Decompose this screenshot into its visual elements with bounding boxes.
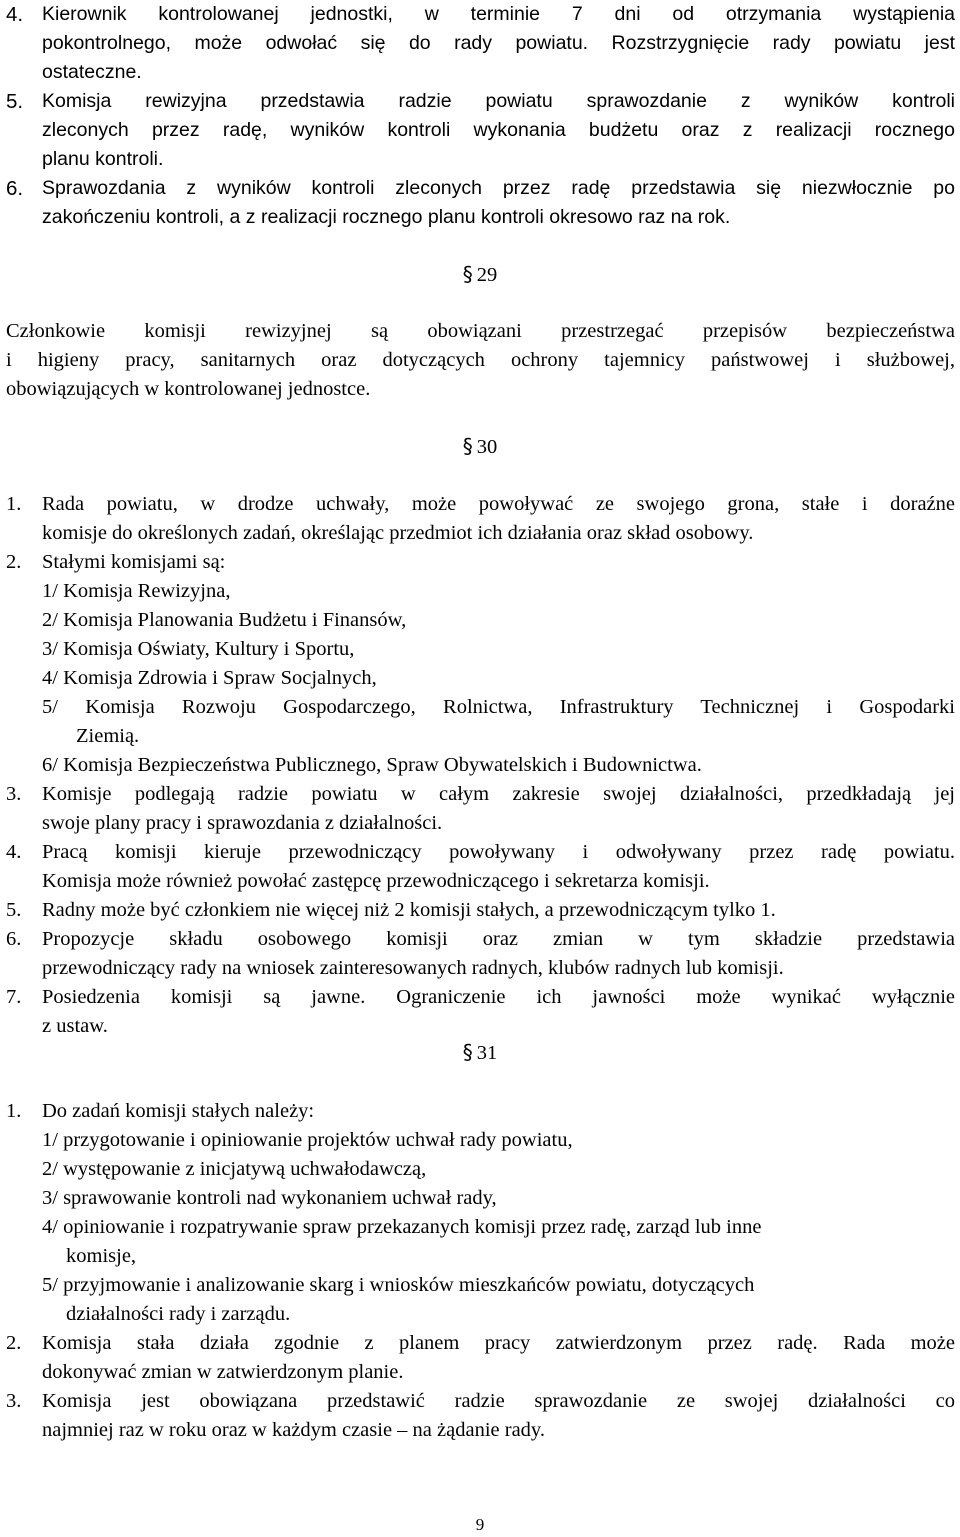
list-item: 3/ Komisja Oświaty, Kultury i Sportu,	[42, 638, 355, 660]
list-item: 5/ przyjmowanie i analizowanie skarg i wniosków mieszkańców powiatu, dotyczących	[42, 1274, 755, 1296]
paragraph-line: komisje do określonych zadań, określając przedmiot ich działania oraz skład osobowy.	[42, 522, 754, 544]
list-item: 2/ Komisja Planowania Budżetu i Finansów,	[42, 609, 407, 631]
section-number: 29	[476, 264, 498, 286]
section-sign: §	[462, 434, 473, 458]
list-item-continuation: komisje,	[66, 1245, 137, 1267]
paragraph-line: pokontrolnego, może odwołać się do rady powiatu. Rozstrzygnięcie rady powiatu jest	[42, 32, 955, 54]
item-number: 3.	[6, 783, 22, 805]
paragraph-line: Członkowie komisji rewizyjnej są obowiązani przestrzegać przepisów bezpieczeństwa	[6, 320, 955, 342]
paragraph-line: zleconych przez radę, wyników kontroli wykonania budżetu oraz z realizacji rocznego	[42, 119, 955, 141]
list-item: 4/ Komisja Zdrowia i Spraw Socjalnych,	[42, 667, 377, 689]
paragraph-line: przewodniczący rady na wniosek zainteresowanych radnych, klubów radnych lub komisji.	[42, 957, 784, 979]
paragraph-line: Komisja rewizyjna przedstawia radzie powiatu sprawozdanie z wyników kontroli	[42, 90, 955, 112]
paragraph-line: swoje plany pracy i sprawozdania z działalności.	[42, 812, 443, 834]
paragraph-line: Komisja stała działa zgodnie z planem pracy zatwierdzonym przez radę. Rada może	[42, 1332, 955, 1354]
paragraph-line: planu kontroli.	[42, 148, 164, 170]
paragraph-line: Propozycje składu osobowego komisji oraz zmian w tym składzie przedstawia	[42, 928, 955, 950]
list-item: 2/ występowanie z inicjatywą uchwałodawczą,	[42, 1158, 427, 1180]
paragraph-line: obowiązujących w kontrolowanej jednostce.	[6, 378, 371, 400]
paragraph-line: Stałymi komisjami są:	[42, 551, 226, 573]
list-item: 4/ opiniowanie i rozpatrywanie spraw przekazanych komisji przez radę, zarząd lub inne	[42, 1216, 762, 1238]
list-item: 1/ przygotowanie i opiniowanie projektów uchwał rady powiatu,	[42, 1129, 573, 1151]
paragraph-line: Pracą komisji kieruje przewodniczący powoływany i odwoływany przez radę powiatu.	[42, 841, 955, 863]
item-number: 4.	[6, 3, 24, 26]
paragraph-line: z ustaw.	[42, 1015, 108, 1037]
page-number: 9	[475, 1515, 485, 1534]
list-item: 5/ Komisja Rozwoju Gospodarczego, Rolnictwa, Infrastruktury Technicznej i Gospodarki	[42, 696, 955, 718]
section-heading-30	[0, 434, 960, 459]
paragraph-line: ostateczne.	[42, 61, 142, 83]
paragraph-line: najmniej raz w roku oraz w każdym czasie – na żądanie rady.	[42, 1419, 545, 1441]
paragraph-line: Posiedzenia komisji są jawne. Ograniczenie ich jawności może wynikać wyłącznie	[42, 986, 955, 1008]
list-item: 3/ sprawowanie kontroli nad wykonaniem uchwał rady,	[42, 1187, 497, 1209]
item-number: 2.	[6, 1332, 22, 1354]
paragraph-line: Do zadań komisji stałych należy:	[42, 1100, 315, 1122]
item-number: 6.	[6, 928, 22, 950]
paragraph-line: dokonywać zmian w zatwierdzonym planie.	[42, 1361, 404, 1383]
item-number: 1.	[6, 1100, 22, 1122]
list-item-continuation: Ziemią.	[76, 725, 140, 747]
item-number: 2.	[6, 551, 22, 573]
paragraph-line: Komisje podlegają radzie powiatu w całym zakresie swojej działalności, przedkładają jej	[42, 783, 955, 805]
paragraph-line: i higieny pracy, sanitarnych oraz dotyczących ochrony tajemnicy państwowej i służbowej,	[6, 349, 955, 371]
item-number: 4.	[6, 841, 22, 863]
section-number: 31	[476, 1042, 498, 1064]
paragraph-line: Sprawozdania z wyników kontroli zleconych przez radę przedstawia się niezwłocznie po	[42, 177, 955, 199]
item-number: 7.	[6, 986, 22, 1008]
section-number: 30	[476, 436, 498, 458]
paragraph-line: zakończeniu kontroli, a z realizacji rocznego planu kontroli okresowo raz na rok.	[42, 206, 731, 228]
paragraph-line: Rada powiatu, w drodze uchwały, może powoływać ze swojego grona, stałe i doraźne	[42, 493, 955, 515]
section-sign: §	[462, 262, 473, 286]
section-heading-31	[0, 1040, 960, 1065]
paragraph-line: Komisja może również powołać zastępcę przewodniczącego i sekretarza komisji.	[42, 870, 710, 892]
list-item: 1/ Komisja Rewizyjna,	[42, 580, 231, 602]
item-number: 5.	[6, 899, 22, 921]
item-number: 1.	[6, 493, 22, 515]
item-number: 3.	[6, 1390, 22, 1412]
section-sign: §	[462, 1040, 473, 1064]
paragraph-line: Kierownik kontrolowanej jednostki, w terminie 7 dni od otrzymania wystąpienia	[42, 3, 955, 25]
paragraph-line: Radny może być członkiem nie więcej niż 2 komisji stałych, a przewodniczącym tylko 1.	[42, 899, 776, 921]
list-item-continuation: działalności rady i zarządu.	[66, 1303, 291, 1325]
item-number: 6.	[6, 177, 24, 200]
section-heading-29	[0, 262, 960, 287]
list-item: 6/ Komisja Bezpieczeństwa Publicznego, Spraw Obywatelskich i Budownictwa.	[42, 754, 702, 776]
item-number: 5.	[6, 90, 24, 113]
paragraph-line: Komisja jest obowiązana przedstawić radzie sprawozdanie ze swojej działalności co	[42, 1390, 955, 1412]
